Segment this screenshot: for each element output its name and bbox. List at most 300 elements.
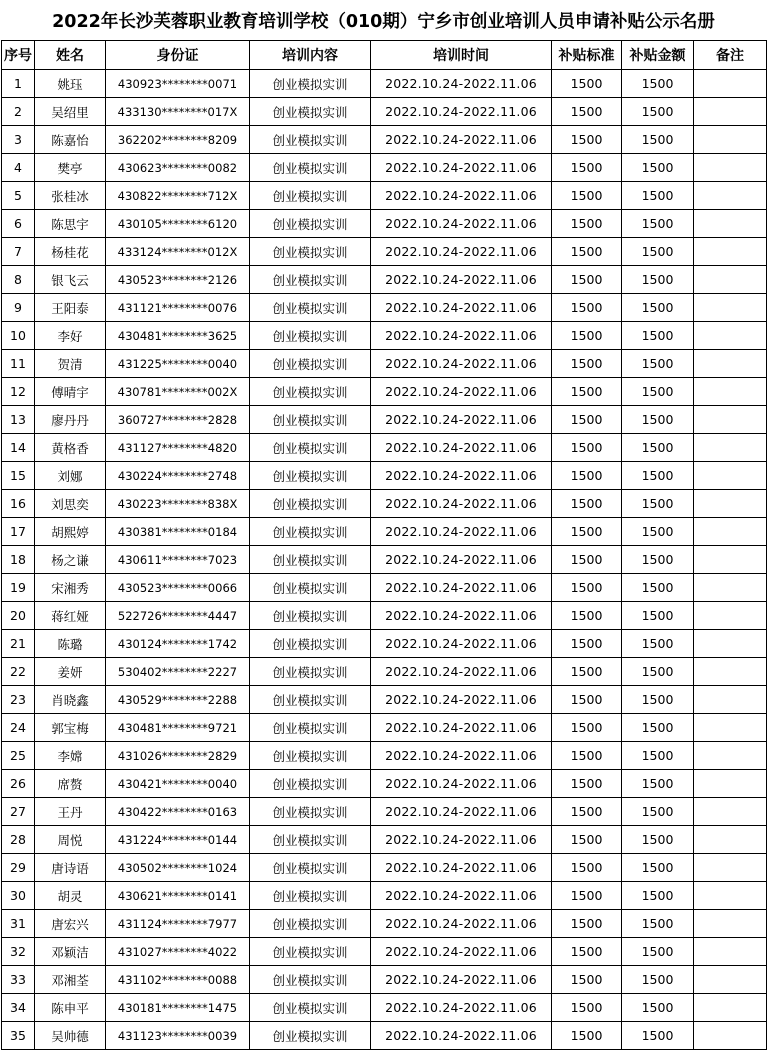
subsidy-amount: 1500 bbox=[622, 98, 694, 126]
row-index: 3 bbox=[2, 126, 35, 154]
id-number: 362202********8209 bbox=[106, 126, 250, 154]
subsidy-standard: 1500 bbox=[552, 294, 622, 322]
person-name: 王阳泰 bbox=[35, 294, 106, 322]
table-row bbox=[2, 98, 767, 126]
subsidy-amount: 1500 bbox=[622, 826, 694, 854]
person-name: 贺清 bbox=[35, 350, 106, 378]
subsidy-standard: 1500 bbox=[552, 630, 622, 658]
row-index: 26 bbox=[2, 770, 35, 798]
training-period: 2022.10.24-2022.11.06 bbox=[371, 294, 552, 322]
subsidy-amount: 1500 bbox=[622, 966, 694, 994]
person-name: 刘娜 bbox=[35, 462, 106, 490]
row-index: 14 bbox=[2, 434, 35, 462]
person-name: 吴绍里 bbox=[35, 98, 106, 126]
training-content: 创业模拟实训 bbox=[250, 882, 371, 910]
row-index: 31 bbox=[2, 910, 35, 938]
training-period: 2022.10.24-2022.11.06 bbox=[371, 546, 552, 574]
table-row bbox=[2, 630, 767, 658]
training-period: 2022.10.24-2022.11.06 bbox=[371, 910, 552, 938]
remarks bbox=[694, 546, 767, 574]
row-index: 19 bbox=[2, 574, 35, 602]
id-number: 430223********838X bbox=[106, 490, 250, 518]
training-period: 2022.10.24-2022.11.06 bbox=[371, 798, 552, 826]
remarks bbox=[694, 70, 767, 98]
training-content: 创业模拟实训 bbox=[250, 490, 371, 518]
subsidy-amount: 1500 bbox=[622, 798, 694, 826]
subsidy-standard: 1500 bbox=[552, 546, 622, 574]
row-index: 20 bbox=[2, 602, 35, 630]
subsidy-amount: 1500 bbox=[622, 70, 694, 98]
training-period: 2022.10.24-2022.11.06 bbox=[371, 378, 552, 406]
row-index: 6 bbox=[2, 210, 35, 238]
subsidy-standard: 1500 bbox=[552, 910, 622, 938]
row-index: 2 bbox=[2, 98, 35, 126]
row-index: 30 bbox=[2, 882, 35, 910]
id-number: 433130********017X bbox=[106, 98, 250, 126]
subsidy-standard: 1500 bbox=[552, 210, 622, 238]
subsidy-amount: 1500 bbox=[622, 602, 694, 630]
subsidy-standard: 1500 bbox=[552, 994, 622, 1022]
table-row bbox=[2, 266, 767, 294]
header-remarks: 备注 bbox=[694, 41, 767, 70]
person-name: 李好 bbox=[35, 322, 106, 350]
subsidy-standard: 1500 bbox=[552, 406, 622, 434]
subsidy-amount: 1500 bbox=[622, 182, 694, 210]
row-index: 12 bbox=[2, 378, 35, 406]
subsidy-amount: 1500 bbox=[622, 490, 694, 518]
table-row bbox=[2, 826, 767, 854]
training-period: 2022.10.24-2022.11.06 bbox=[371, 574, 552, 602]
row-index: 25 bbox=[2, 742, 35, 770]
id-number: 431102********0088 bbox=[106, 966, 250, 994]
row-index: 1 bbox=[2, 70, 35, 98]
id-number: 430422********0163 bbox=[106, 798, 250, 826]
remarks bbox=[694, 154, 767, 182]
training-content: 创业模拟实训 bbox=[250, 322, 371, 350]
training-content: 创业模拟实训 bbox=[250, 546, 371, 574]
person-name: 银飞云 bbox=[35, 266, 106, 294]
row-index: 7 bbox=[2, 238, 35, 266]
id-number: 430502********1024 bbox=[106, 854, 250, 882]
subsidy-amount: 1500 bbox=[622, 770, 694, 798]
person-name: 肖晓鑫 bbox=[35, 686, 106, 714]
person-name: 杨桂花 bbox=[35, 238, 106, 266]
table-row bbox=[2, 938, 767, 966]
remarks bbox=[694, 98, 767, 126]
training-period: 2022.10.24-2022.11.06 bbox=[371, 1022, 552, 1050]
table-row bbox=[2, 350, 767, 378]
training-period: 2022.10.24-2022.11.06 bbox=[371, 182, 552, 210]
subsidy-amount: 1500 bbox=[622, 882, 694, 910]
subsidy-standard: 1500 bbox=[552, 154, 622, 182]
row-index: 32 bbox=[2, 938, 35, 966]
table-row bbox=[2, 854, 767, 882]
training-content: 创业模拟实训 bbox=[250, 742, 371, 770]
person-name: 陈嘉怡 bbox=[35, 126, 106, 154]
training-content: 创业模拟实训 bbox=[250, 434, 371, 462]
subsidy-standard: 1500 bbox=[552, 966, 622, 994]
remarks bbox=[694, 1022, 767, 1050]
id-number: 431224********0144 bbox=[106, 826, 250, 854]
subsidy-standard: 1500 bbox=[552, 266, 622, 294]
subsidy-amount: 1500 bbox=[622, 574, 694, 602]
subsidy-standard: 1500 bbox=[552, 518, 622, 546]
table-row bbox=[2, 714, 767, 742]
header-index: 序号 bbox=[2, 41, 35, 70]
subsidy-standard: 1500 bbox=[552, 826, 622, 854]
row-index: 27 bbox=[2, 798, 35, 826]
id-number: 430529********2288 bbox=[106, 686, 250, 714]
person-name: 周悦 bbox=[35, 826, 106, 854]
table-row bbox=[2, 546, 767, 574]
training-content: 创业模拟实训 bbox=[250, 910, 371, 938]
training-period: 2022.10.24-2022.11.06 bbox=[371, 686, 552, 714]
subsidy-amount: 1500 bbox=[622, 294, 694, 322]
table-row bbox=[2, 154, 767, 182]
id-number: 430822********712X bbox=[106, 182, 250, 210]
training-content: 创业模拟实训 bbox=[250, 462, 371, 490]
person-name: 张桂冰 bbox=[35, 182, 106, 210]
subsidy-standard: 1500 bbox=[552, 798, 622, 826]
training-period: 2022.10.24-2022.11.06 bbox=[371, 266, 552, 294]
row-index: 10 bbox=[2, 322, 35, 350]
row-index: 35 bbox=[2, 1022, 35, 1050]
subsidy-amount: 1500 bbox=[622, 714, 694, 742]
table-row bbox=[2, 294, 767, 322]
remarks bbox=[694, 126, 767, 154]
id-number: 430481********9721 bbox=[106, 714, 250, 742]
row-index: 21 bbox=[2, 630, 35, 658]
training-period: 2022.10.24-2022.11.06 bbox=[371, 602, 552, 630]
remarks bbox=[694, 854, 767, 882]
subsidy-standard: 1500 bbox=[552, 126, 622, 154]
training-content: 创业模拟实训 bbox=[250, 266, 371, 294]
training-period: 2022.10.24-2022.11.06 bbox=[371, 210, 552, 238]
training-content: 创业模拟实训 bbox=[250, 938, 371, 966]
training-content: 创业模拟实训 bbox=[250, 1022, 371, 1050]
table-row bbox=[2, 518, 767, 546]
table-row bbox=[2, 798, 767, 826]
person-name: 邓颖洁 bbox=[35, 938, 106, 966]
subsidy-amount: 1500 bbox=[622, 910, 694, 938]
subsidy-amount: 1500 bbox=[622, 154, 694, 182]
remarks bbox=[694, 798, 767, 826]
row-index: 18 bbox=[2, 546, 35, 574]
table-row bbox=[2, 182, 767, 210]
remarks bbox=[694, 462, 767, 490]
table-row bbox=[2, 126, 767, 154]
training-content: 创业模拟实训 bbox=[250, 714, 371, 742]
remarks bbox=[694, 350, 767, 378]
table-row bbox=[2, 574, 767, 602]
subsidy-amount: 1500 bbox=[622, 322, 694, 350]
remarks bbox=[694, 210, 767, 238]
training-period: 2022.10.24-2022.11.06 bbox=[371, 770, 552, 798]
header-subsidy-amount: 补贴金额 bbox=[622, 41, 694, 70]
subsidy-amount: 1500 bbox=[622, 378, 694, 406]
id-number: 431027********4022 bbox=[106, 938, 250, 966]
row-index: 4 bbox=[2, 154, 35, 182]
training-period: 2022.10.24-2022.11.06 bbox=[371, 854, 552, 882]
remarks bbox=[694, 826, 767, 854]
remarks bbox=[694, 630, 767, 658]
table-row bbox=[2, 378, 767, 406]
remarks bbox=[694, 378, 767, 406]
subsidy-standard: 1500 bbox=[552, 238, 622, 266]
page-title: 2022年长沙芙蓉职业教育培训学校（010期）宁乡市创业培训人员申请补贴公示名册 bbox=[52, 11, 715, 32]
training-period: 2022.10.24-2022.11.06 bbox=[371, 882, 552, 910]
training-content: 创业模拟实训 bbox=[250, 70, 371, 98]
subsidy-table bbox=[1, 40, 767, 1050]
person-name: 蒋红娅 bbox=[35, 602, 106, 630]
training-content: 创业模拟实训 bbox=[250, 994, 371, 1022]
person-name: 郭宝梅 bbox=[35, 714, 106, 742]
person-name: 陈思宇 bbox=[35, 210, 106, 238]
id-number: 430181********1475 bbox=[106, 994, 250, 1022]
row-index: 28 bbox=[2, 826, 35, 854]
id-number: 430611********7023 bbox=[106, 546, 250, 574]
row-index: 16 bbox=[2, 490, 35, 518]
training-period: 2022.10.24-2022.11.06 bbox=[371, 938, 552, 966]
subsidy-amount: 1500 bbox=[622, 126, 694, 154]
training-content: 创业模拟实训 bbox=[250, 154, 371, 182]
table-row bbox=[2, 490, 767, 518]
training-period: 2022.10.24-2022.11.06 bbox=[371, 322, 552, 350]
remarks bbox=[694, 322, 767, 350]
person-name: 廖丹丹 bbox=[35, 406, 106, 434]
training-period: 2022.10.24-2022.11.06 bbox=[371, 630, 552, 658]
subsidy-amount: 1500 bbox=[622, 938, 694, 966]
remarks bbox=[694, 518, 767, 546]
subsidy-standard: 1500 bbox=[552, 182, 622, 210]
id-number: 431123********0039 bbox=[106, 1022, 250, 1050]
row-index: 22 bbox=[2, 658, 35, 686]
header-id-number: 身份证 bbox=[106, 41, 250, 70]
table-row bbox=[2, 602, 767, 630]
remarks bbox=[694, 882, 767, 910]
id-number: 431225********0040 bbox=[106, 350, 250, 378]
subsidy-standard: 1500 bbox=[552, 1022, 622, 1050]
table-row bbox=[2, 966, 767, 994]
training-period: 2022.10.24-2022.11.06 bbox=[371, 154, 552, 182]
id-number: 430381********0184 bbox=[106, 518, 250, 546]
remarks bbox=[694, 574, 767, 602]
table-row bbox=[2, 770, 767, 798]
subsidy-amount: 1500 bbox=[622, 658, 694, 686]
subsidy-amount: 1500 bbox=[622, 406, 694, 434]
subsidy-standard: 1500 bbox=[552, 574, 622, 602]
remarks bbox=[694, 182, 767, 210]
subsidy-amount: 1500 bbox=[622, 434, 694, 462]
training-period: 2022.10.24-2022.11.06 bbox=[371, 994, 552, 1022]
row-index: 13 bbox=[2, 406, 35, 434]
remarks bbox=[694, 434, 767, 462]
row-index: 29 bbox=[2, 854, 35, 882]
remarks bbox=[694, 714, 767, 742]
subsidy-amount: 1500 bbox=[622, 686, 694, 714]
subsidy-amount: 1500 bbox=[622, 238, 694, 266]
training-period: 2022.10.24-2022.11.06 bbox=[371, 98, 552, 126]
remarks bbox=[694, 910, 767, 938]
training-content: 创业模拟实训 bbox=[250, 98, 371, 126]
remarks bbox=[694, 294, 767, 322]
id-number: 430623********0082 bbox=[106, 154, 250, 182]
table-row bbox=[2, 322, 767, 350]
person-name: 姜妍 bbox=[35, 658, 106, 686]
id-number: 430224********2748 bbox=[106, 462, 250, 490]
training-period: 2022.10.24-2022.11.06 bbox=[371, 350, 552, 378]
training-content: 创业模拟实训 bbox=[250, 686, 371, 714]
training-content: 创业模拟实训 bbox=[250, 826, 371, 854]
id-number: 431121********0076 bbox=[106, 294, 250, 322]
subsidy-standard: 1500 bbox=[552, 882, 622, 910]
remarks bbox=[694, 238, 767, 266]
header-training-content: 培训内容 bbox=[250, 41, 371, 70]
table-row bbox=[2, 462, 767, 490]
row-index: 8 bbox=[2, 266, 35, 294]
training-period: 2022.10.24-2022.11.06 bbox=[371, 434, 552, 462]
subsidy-standard: 1500 bbox=[552, 770, 622, 798]
id-number: 431127********4820 bbox=[106, 434, 250, 462]
subsidy-amount: 1500 bbox=[622, 546, 694, 574]
subsidy-standard: 1500 bbox=[552, 434, 622, 462]
id-number: 431124********7977 bbox=[106, 910, 250, 938]
training-content: 创业模拟实训 bbox=[250, 854, 371, 882]
training-content: 创业模拟实训 bbox=[250, 238, 371, 266]
remarks bbox=[694, 742, 767, 770]
training-period: 2022.10.24-2022.11.06 bbox=[371, 966, 552, 994]
table-row bbox=[2, 910, 767, 938]
row-index: 5 bbox=[2, 182, 35, 210]
subsidy-standard: 1500 bbox=[552, 938, 622, 966]
subsidy-standard: 1500 bbox=[552, 350, 622, 378]
remarks bbox=[694, 770, 767, 798]
training-period: 2022.10.24-2022.11.06 bbox=[371, 742, 552, 770]
row-index: 33 bbox=[2, 966, 35, 994]
remarks bbox=[694, 658, 767, 686]
table-row bbox=[2, 406, 767, 434]
remarks bbox=[694, 938, 767, 966]
training-content: 创业模拟实训 bbox=[250, 406, 371, 434]
training-content: 创业模拟实训 bbox=[250, 602, 371, 630]
subsidy-amount: 1500 bbox=[622, 350, 694, 378]
person-name: 胡灵 bbox=[35, 882, 106, 910]
person-name: 唐宏兴 bbox=[35, 910, 106, 938]
remarks bbox=[694, 266, 767, 294]
subsidy-amount: 1500 bbox=[622, 518, 694, 546]
subsidy-standard: 1500 bbox=[552, 742, 622, 770]
remarks bbox=[694, 602, 767, 630]
person-name: 唐诗语 bbox=[35, 854, 106, 882]
subsidy-standard: 1500 bbox=[552, 98, 622, 126]
person-name: 王丹 bbox=[35, 798, 106, 826]
training-content: 创业模拟实训 bbox=[250, 182, 371, 210]
person-name: 樊亭 bbox=[35, 154, 106, 182]
subsidy-amount: 1500 bbox=[622, 1022, 694, 1050]
person-name: 席赘 bbox=[35, 770, 106, 798]
person-name: 陈申平 bbox=[35, 994, 106, 1022]
training-period: 2022.10.24-2022.11.06 bbox=[371, 126, 552, 154]
row-index: 24 bbox=[2, 714, 35, 742]
id-number: 430421********0040 bbox=[106, 770, 250, 798]
id-number: 431026********2829 bbox=[106, 742, 250, 770]
id-number: 430481********3625 bbox=[106, 322, 250, 350]
training-period: 2022.10.24-2022.11.06 bbox=[371, 826, 552, 854]
table-row bbox=[2, 238, 767, 266]
table-row bbox=[2, 434, 767, 462]
person-name: 宋湘秀 bbox=[35, 574, 106, 602]
subsidy-amount: 1500 bbox=[622, 266, 694, 294]
subsidy-standard: 1500 bbox=[552, 462, 622, 490]
training-period: 2022.10.24-2022.11.06 bbox=[371, 406, 552, 434]
training-period: 2022.10.24-2022.11.06 bbox=[371, 70, 552, 98]
training-content: 创业模拟实训 bbox=[250, 966, 371, 994]
subsidy-amount: 1500 bbox=[622, 462, 694, 490]
training-content: 创业模拟实训 bbox=[250, 350, 371, 378]
remarks bbox=[694, 686, 767, 714]
header-name: 姓名 bbox=[35, 41, 106, 70]
row-index: 23 bbox=[2, 686, 35, 714]
person-name: 吴帅德 bbox=[35, 1022, 106, 1050]
subsidy-standard: 1500 bbox=[552, 658, 622, 686]
training-content: 创业模拟实训 bbox=[250, 798, 371, 826]
subsidy-amount: 1500 bbox=[622, 630, 694, 658]
training-content: 创业模拟实训 bbox=[250, 126, 371, 154]
person-name: 邓湘荃 bbox=[35, 966, 106, 994]
person-name: 姚珏 bbox=[35, 70, 106, 98]
id-number: 522726********4447 bbox=[106, 602, 250, 630]
row-index: 11 bbox=[2, 350, 35, 378]
remarks bbox=[694, 490, 767, 518]
id-number: 530402********2227 bbox=[106, 658, 250, 686]
subsidy-standard: 1500 bbox=[552, 686, 622, 714]
subsidy-amount: 1500 bbox=[622, 742, 694, 770]
subsidy-standard: 1500 bbox=[552, 490, 622, 518]
table-row bbox=[2, 882, 767, 910]
training-content: 创业模拟实训 bbox=[250, 770, 371, 798]
row-index: 9 bbox=[2, 294, 35, 322]
id-number: 430523********0066 bbox=[106, 574, 250, 602]
training-period: 2022.10.24-2022.11.06 bbox=[371, 714, 552, 742]
table-row bbox=[2, 994, 767, 1022]
id-number: 430124********1742 bbox=[106, 630, 250, 658]
person-name: 黄格香 bbox=[35, 434, 106, 462]
id-number: 430105********6120 bbox=[106, 210, 250, 238]
subsidy-standard: 1500 bbox=[552, 602, 622, 630]
table-row bbox=[2, 742, 767, 770]
table-row bbox=[2, 1022, 767, 1050]
subsidy-standard: 1500 bbox=[552, 378, 622, 406]
header-training-period: 培训时间 bbox=[371, 41, 552, 70]
id-number: 430523********2126 bbox=[106, 266, 250, 294]
subsidy-standard: 1500 bbox=[552, 714, 622, 742]
id-number: 430781********002X bbox=[106, 378, 250, 406]
training-content: 创业模拟实训 bbox=[250, 210, 371, 238]
subsidy-standard: 1500 bbox=[552, 854, 622, 882]
header-subsidy-standard: 补贴标准 bbox=[552, 41, 622, 70]
training-period: 2022.10.24-2022.11.06 bbox=[371, 238, 552, 266]
remarks bbox=[694, 994, 767, 1022]
training-content: 创业模拟实训 bbox=[250, 518, 371, 546]
person-name: 李嫦 bbox=[35, 742, 106, 770]
table-row bbox=[2, 658, 767, 686]
id-number: 433124********012X bbox=[106, 238, 250, 266]
row-index: 34 bbox=[2, 994, 35, 1022]
subsidy-standard: 1500 bbox=[552, 70, 622, 98]
table-row bbox=[2, 70, 767, 98]
table-row bbox=[2, 210, 767, 238]
subsidy-standard: 1500 bbox=[552, 322, 622, 350]
